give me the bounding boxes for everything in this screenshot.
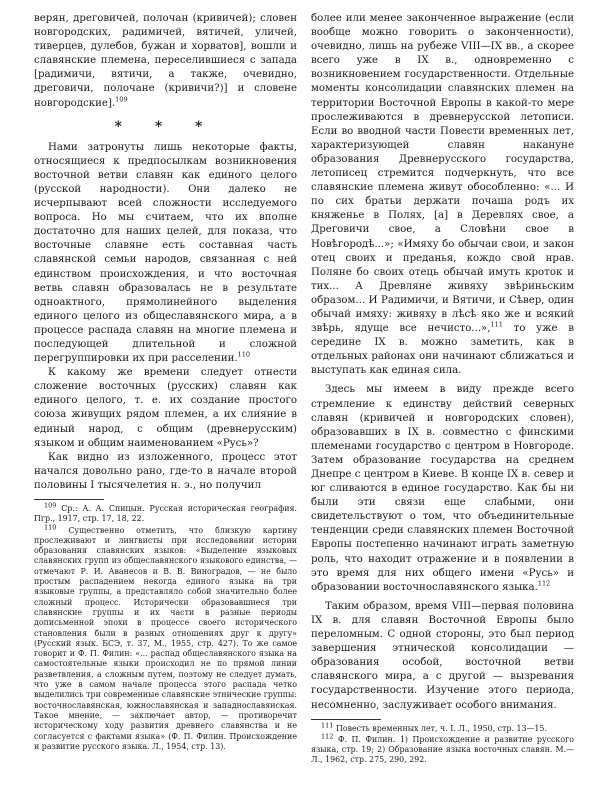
footnote-divider-right bbox=[311, 719, 381, 720]
footnote-divider bbox=[34, 499, 104, 500]
paragraph-main: Нами затронуты лишь некоторые факты, относящиеся к предпосылкам возникновения восточной ветви славян как единого целого (русской народности). Они далеко не исчерпывают всей сложности исследуемого вопроса. Но мы считаем, что их вполне достаточно для наших целей, для показа, что восточные славяне есть составная часть славянской семьи народов, связанная с ней единством происхождения, и что восточная ветвь славян образовалась не в результате одноактного, прямолинейного выделения единого целого из общеславянского мира, а в процессе распада славян на многие племена и последующей длительной и сложной перегруппировки их при расселении.$^{110}$ bbox=[34, 141, 297, 365]
footnote-111: $^{111}$ Повесть временных лет, ч. I. Л., 1950, стр. 13—15. bbox=[321, 720, 547, 733]
paragraph-process: Как видно из изложенного, процесс этот начался довольно рано, где-то в начале второй половины I тысячелетия н. э., но получил bbox=[34, 451, 297, 491]
right-column bbox=[311, 12, 574, 767]
paragraph-tribes: верян, дреговичей, полочан (кривичей); словен новгородских, радимичей, вятичей, уличей, тиверцев, дулебов, бужан и хорватов], вошли и славянские племена, переселившиеся с запада [радимичи, вятичи, а также, очевидно, дреговичи, полочане (кривичи?)] и словене новгородские].$^{109}$ bbox=[34, 13, 297, 109]
paragraph-unity: Здесь мы имеем в виду прежде всего стремление к единству действий северных славян (кривичей и новгородских словен), образовавших в IX в. совместно с финскими племенами государство с центром в Новгороде. Затем образование государства на среднем Днепре с центром в Киеве. В конце IX в. север и юг сливаются в единое государство. Как бы ни были эти связи еще слабыми, они свидетельствуют о том, что объединительные тенденции среди славянских племен Восточной Европы постепенно начинают играть заметную роль, что находит отражение и в появлении в это время для них общего имени «Русь» и образовании восточнославянского языка.$^{112}$ bbox=[311, 384, 574, 593]
footnote-ref-112: 112 bbox=[537, 579, 551, 588]
footnote-110: $^{110}$ Существенно отметить, что близкую картину прослеживают и лингвисты при исследовании истории образования славянских языков: «Выделение языковых славянских групп из общеславянского языкового единства, — отмечают Р. И. Аванесов и В. В. Виноградов, — не было простым распадением некогда единого языка на три языковые группы, а представляло собой значительно более сложный процесс. Исторически образовавшиеся три славянские группы и их части в разные периоды дописьменной эпохи в процессе своего исторического становления были в разных отношениях друг к другу» (Русский язык. БСЭ, т. 37, М., 1955, стр. 427). То же самое говорит и Ф. П. Филин: «... распад общеславянского языка на самостоятельные языки происходил не по прямой линии разветвления, а сложным путем, поэтому не следует думать, что уже в самом начале процесса этого распада четко выделились три современные славянские этнические группы: восточнославянская, южнославянская и западнославянская. Такое мнение, — заключает автор, — противоречит историческому ходу развития древнего славянства и не согласуется с фактами языка» (Ф. П. Филин. Происхождение и развитие русского языка. Л., 1954, стр. 13). bbox=[34, 522, 297, 751]
footnote-ref-111: 111 bbox=[490, 320, 503, 329]
paragraph-question: К какому же времени следует отнести сложение восточных (русских) славян как единого целого, т. е. их создание простого союза живущих рядом племен, а их слияние в единый народ, с общим (древнерусским) языком и общим наименованием «Русь»? bbox=[34, 367, 297, 449]
footnote-109: $^{109}$ Ср.: А. А. Спицын. Русская историческая география. Пгр., 1917, стр. 17, 18, 22. bbox=[34, 501, 297, 524]
section-separator: * * * bbox=[114, 118, 217, 135]
paragraph-conclusion: Таким образом, время VIII—первая половина IX в. для славян Восточной Европы было переломным. С одной стороны, это был период завершения этнической консолидации — образования особой, восточной ветви славянского мира, а с другой — вызревания государственности. Изучение этого периода, несомненно, заслуживает особого внимания. bbox=[311, 600, 574, 711]
footnote-112: $^{112}$ Ф. П. Филин. 1) Происхождение и развитие русского языка, стр. 19; 2) Образование языка восточных славян. М.—Л., 1962, стр. 275, 290, 292. bbox=[311, 732, 574, 765]
footnote-ref-110: 110 bbox=[237, 350, 251, 359]
left-column bbox=[34, 12, 297, 753]
footnote-ref-109: 109 bbox=[115, 95, 128, 104]
paragraph-chronicle: более или менее законченное выражение (если вообще можно говорить о законченности), очевидно, лишь на рубеже VIII—IX вв., а скорее всего уже в IX в., одновременно с возникновением государственности. Отдельные моменты консолидации славянских племен на территории Восточной Европы в какой-то мере прослеживаются в древнерусской летописи. Если во вводной части Повести временных лет, характеризующей славян накануне образования Древнерусского государства, летописец стремится подчеркнуть, что все славянские племена живут обособленно: «... И по сих братьи держати почаша родъ их княженье в Полях, [а] в Деревлях свое, а Дреговичи свое, а Словѣни свое в Новѣгородѣ...»; «Имяху бо обычаи свои, и закон отец своих и преданья, кождо свой нрав. Поляне бо своих отець обычай имуть кроток и тих... А Древляне живяху звѣриньским образом... И Радимичи, и Вятичи, и Сѣвер, один обычай имяху: живяху в лѣсѣ яко же и всякий звѣрь, ядуще все нечисто...»,$^{111}$ то уже в середине IX в. можно заметить, как в отдельных районах они начинают сближаться и выступать как единая сила. bbox=[311, 13, 574, 377]
